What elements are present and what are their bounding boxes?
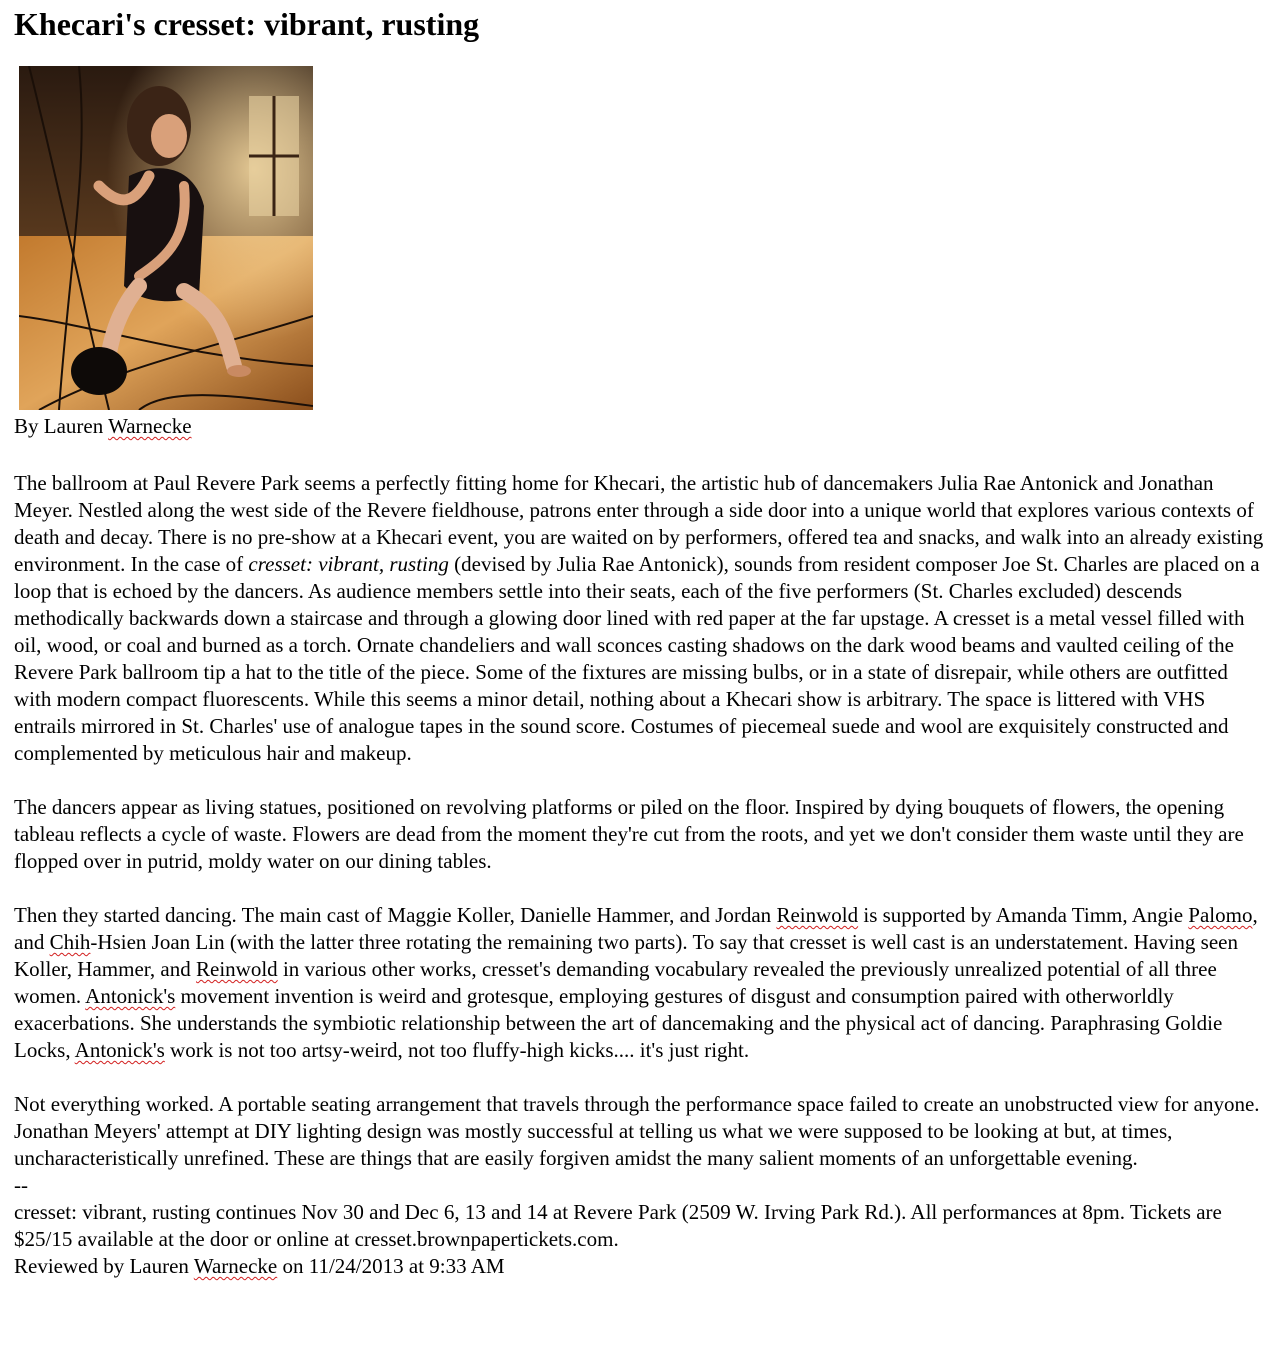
paragraph-1-text-b: (devised by Julia Rae Antonick), sounds from resident composer Joe St. Charles are placed on a loop that is echoed by the dancers. As audience members settle into their seats, each of the five performers (St. Charles excluded) descends methodically backwards down a staircase and through a glowing door lined with red paper at the far upstage. A cresset is a metal vessel filled with oil, wood, or coal and burned as a torch. Ornate chandeliers and wall sconces casting shadows on the dark wood beams and vaulted ceiling of the Revere Park ballroom tip a hat to the title of the piece. Some of the fixtures are missing bulbs, or in a state of disrepair, while others are outfitted with modern compact fluorescents. While this seems a minor detail, nothing about a Khecari show is arbitrary. The space is littered with VHS entrails mirrored in St. Charles' use of analogue tapes in the sound score. Costumes of piecemeal suede and wool are exquisitely constructed and complemented by meticulous hair and makeup.: [14, 552, 1260, 765]
paragraph-3-text-a: Then they started dancing. The main cast of Maggie Koller, Danielle Hammer, and Jordan: [14, 903, 777, 927]
misspelled-word: Chih: [49, 930, 91, 954]
paragraph-3-text-e: in various other works, cresset's demanding vocabulary revealed the previously unrealized potential of all three women.: [14, 957, 1217, 1008]
paragraph-3-text-b: is supported by Amanda Timm, Angie: [858, 903, 1189, 927]
paragraph-3-text-g: work is not too artsy-weird, not too fluffy-high kicks.... it's just right.: [164, 1038, 750, 1062]
paragraph-3-text-d: -Hsien Joan Lin (with the latter three rotating the remaining two parts). To say that cresset is well cast is an understatement. Having seen Koller, Hammer, and: [14, 930, 1238, 981]
paragraph-3-text-f: movement invention is weird and grotesque, employing gestures of disgust and consumption paired with otherworldly exacerbations. She understands the symbiotic relationship between the art of dancemaking and the physical act of dancing. Paraphrasing Goldie Locks,: [14, 984, 1223, 1062]
misspelled-word: Reinwold: [196, 957, 278, 981]
misspelled-word: Antonick's: [74, 1038, 165, 1062]
paragraph-3-text-c: , and: [14, 903, 1258, 954]
misspelled-word: Reinwold: [776, 903, 859, 927]
footer-date: on 11/24/2013 at 9:33 AM: [277, 1254, 505, 1278]
misspelled-word: Antonick's: [85, 984, 176, 1008]
paragraph-1-title-italic: cresset: vibrant, rusting: [248, 552, 449, 576]
paragraph-1-text-a: The ballroom at Paul Revere Park seems a perfectly fitting home for Khecari, the artistic hub of dancemakers Julia Rae Antonick and Jonathan Meyer. Nestled along the west side of the Revere fieldhouse, patrons enter through a side door into a unique world that explores various contexts of death and decay. There is no pre-show at a Khecari event, you are waited on by performers, offered tea and snacks, and walk into an already existing environment. In the case of: [14, 471, 1264, 576]
article: [0, 4, 1278, 1280]
paragraph-4: Not everything worked. A portable seating arrangement that travels through the performance space failed to create an unobstructed view for anyone. Jonathan Meyers' attempt at DIY lighting design was mostly successful at telling us what we were supposed to be looking at but, at times, uncharacteristically unrefined. These are things that are easily forgiven amidst the many salient moments of an unforgettable evening.: [14, 1092, 1260, 1170]
byline-prefix: By Lauren: [14, 414, 109, 438]
dancer-photo: [19, 66, 313, 410]
footer-prefix: Reviewed by Lauren: [14, 1254, 194, 1278]
separator: --: [14, 1173, 28, 1197]
byline: [14, 410, 1264, 443]
paragraph-1: [14, 470, 1264, 767]
byline-author-name: Warnecke: [108, 414, 192, 438]
review-footer: [14, 1253, 1264, 1280]
article-title: Khecari's cresset: vibrant, rusting: [14, 6, 480, 42]
misspelled-word: Palomo: [1188, 903, 1253, 927]
footer-author-name: Warnecke: [193, 1254, 278, 1278]
paragraph-3: [14, 902, 1264, 1064]
performance-info: cresset: vibrant, rusting continues Nov 30 and Dec 6, 13 and 14 at Revere Park (2509 W. Irving Park Rd.). All performances at 8pm. Tickets are $25/15 available at the door or online at cresset.brownpapertickets.com.: [14, 1200, 1222, 1251]
paragraph-2: The dancers appear as living statues, positioned on revolving platforms or piled on the floor. Inspired by dying bouquets of flowers, the opening tableau reflects a cycle of waste. Flowers are dead from the moment they're cut from the roots, and yet we don't consider them waste until they are flopped over in putrid, moldy water on our dining tables.: [14, 795, 1244, 873]
